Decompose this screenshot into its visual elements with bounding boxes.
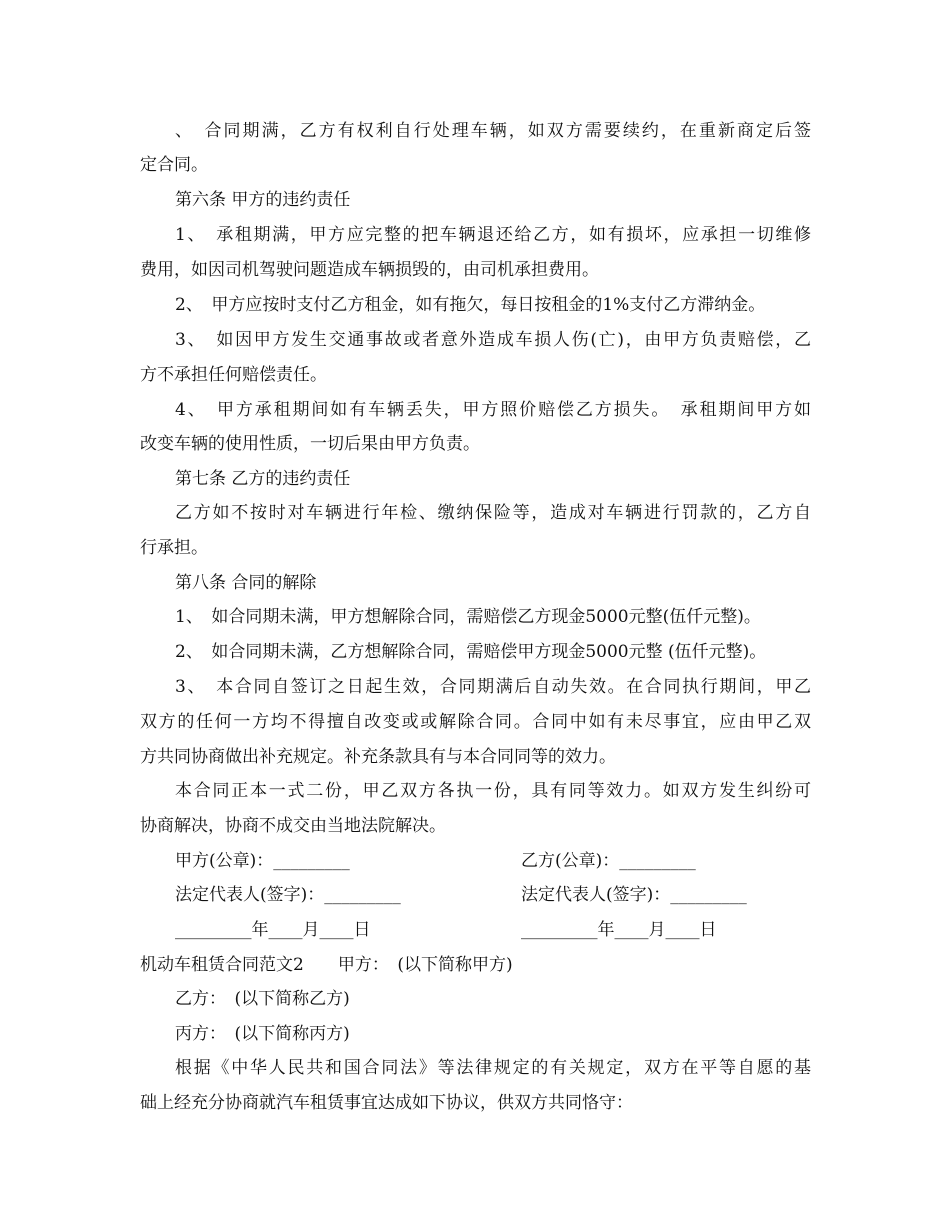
party-a-representative-field: 法定代表人(签字)：_________	[175, 885, 401, 905]
paragraph-line: 2、 如合同期未满，乙方想解除合同，需赔偿甲方现金5000元整 (伍仟元整)。	[175, 642, 767, 662]
paragraph-line: 本合同正本一式二份，甲乙双方各执一份，具有同等效力。如双方发生纠纷可	[175, 781, 811, 801]
paragraph-line: 双方的任何一方均不得擅自改变或或解除合同。合同中如有未尽事宜，应由甲乙双	[140, 712, 811, 732]
party-a-seal-field: 甲方(公章)：_________	[175, 851, 350, 871]
paragraph-line: 2、 甲方应按时支付乙方租金，如有拖欠，每日按租金的1%支付乙方滞纳金。	[175, 295, 766, 315]
section-heading: 第六条 甲方的违约责任	[175, 190, 351, 210]
paragraph-line: 乙方： (以下简称乙方)	[175, 989, 350, 1009]
paragraph-line: 4、 甲方承租期间如有车辆丢失，甲方照价赔偿乙方损失。 承租期间甲方如	[175, 400, 811, 420]
paragraph-line: 丙方： (以下简称丙方)	[175, 1024, 350, 1044]
party-a-date-field: _________年____月____日	[175, 920, 371, 940]
paragraph-line: 础上经充分协商就汽车租赁事宜达成如下协议，供双方共同恪守：	[140, 1093, 633, 1113]
paragraph-line: 方不承担任何赔偿责任。	[140, 365, 327, 385]
paragraph-line: 1、 如合同期未满，甲方想解除合同，需赔偿乙方现金5000元整(伍仟元整)。	[175, 607, 761, 627]
section-heading: 第七条 乙方的违约责任	[175, 469, 351, 489]
party-b-representative-field: 法定代表人(签字)：_________	[521, 885, 747, 905]
paragraph-line: 、 合同期满，乙方有权利自行处理车辆，如双方需要续约，在重新商定后签	[175, 121, 811, 141]
contract-title-line: 机动车租赁合同范文2 甲方： (以下简称甲方)	[140, 955, 513, 975]
section-heading: 第八条 合同的解除	[175, 573, 317, 593]
paragraph-line: 根据《中华人民共和国合同法》等法律规定的有关规定，双方在平等自愿的基	[175, 1058, 811, 1078]
paragraph-line: 行承担。	[140, 538, 208, 558]
paragraph-line: 乙方如不按时对车辆进行年检、缴纳保险等，造成对车辆进行罚款的，乙方自	[175, 503, 811, 523]
paragraph-line: 1、 承租期满，甲方应完整的把车辆退还给乙方，如有损坏，应承担一切维修	[175, 225, 811, 245]
paragraph-line: 定合同。	[140, 155, 208, 175]
paragraph-line: 改变车辆的使用性质，一切后果由甲方负责。	[140, 434, 480, 454]
paragraph-line: 3、 如因甲方发生交通事故或者意外造成车损人伤(亡)，由甲方负责赔偿，乙	[175, 330, 811, 350]
paragraph-line: 协商解决，协商不成交由当地法院解决。	[140, 816, 446, 836]
paragraph-line: 费用，如因司机驾驶问题造成车辆损毁的，由司机承担费用。	[140, 260, 599, 280]
party-b-date-field: _________年____月____日	[521, 920, 717, 940]
party-b-seal-field: 乙方(公章)：_________	[521, 851, 696, 871]
paragraph-line: 3、 本合同自签订之日起生效，合同期满后自动失效。在合同执行期间，甲乙	[175, 677, 811, 697]
paragraph-line: 方共同协商做出补充规定。补充条款具有与本合同同等的效力。	[140, 747, 616, 767]
